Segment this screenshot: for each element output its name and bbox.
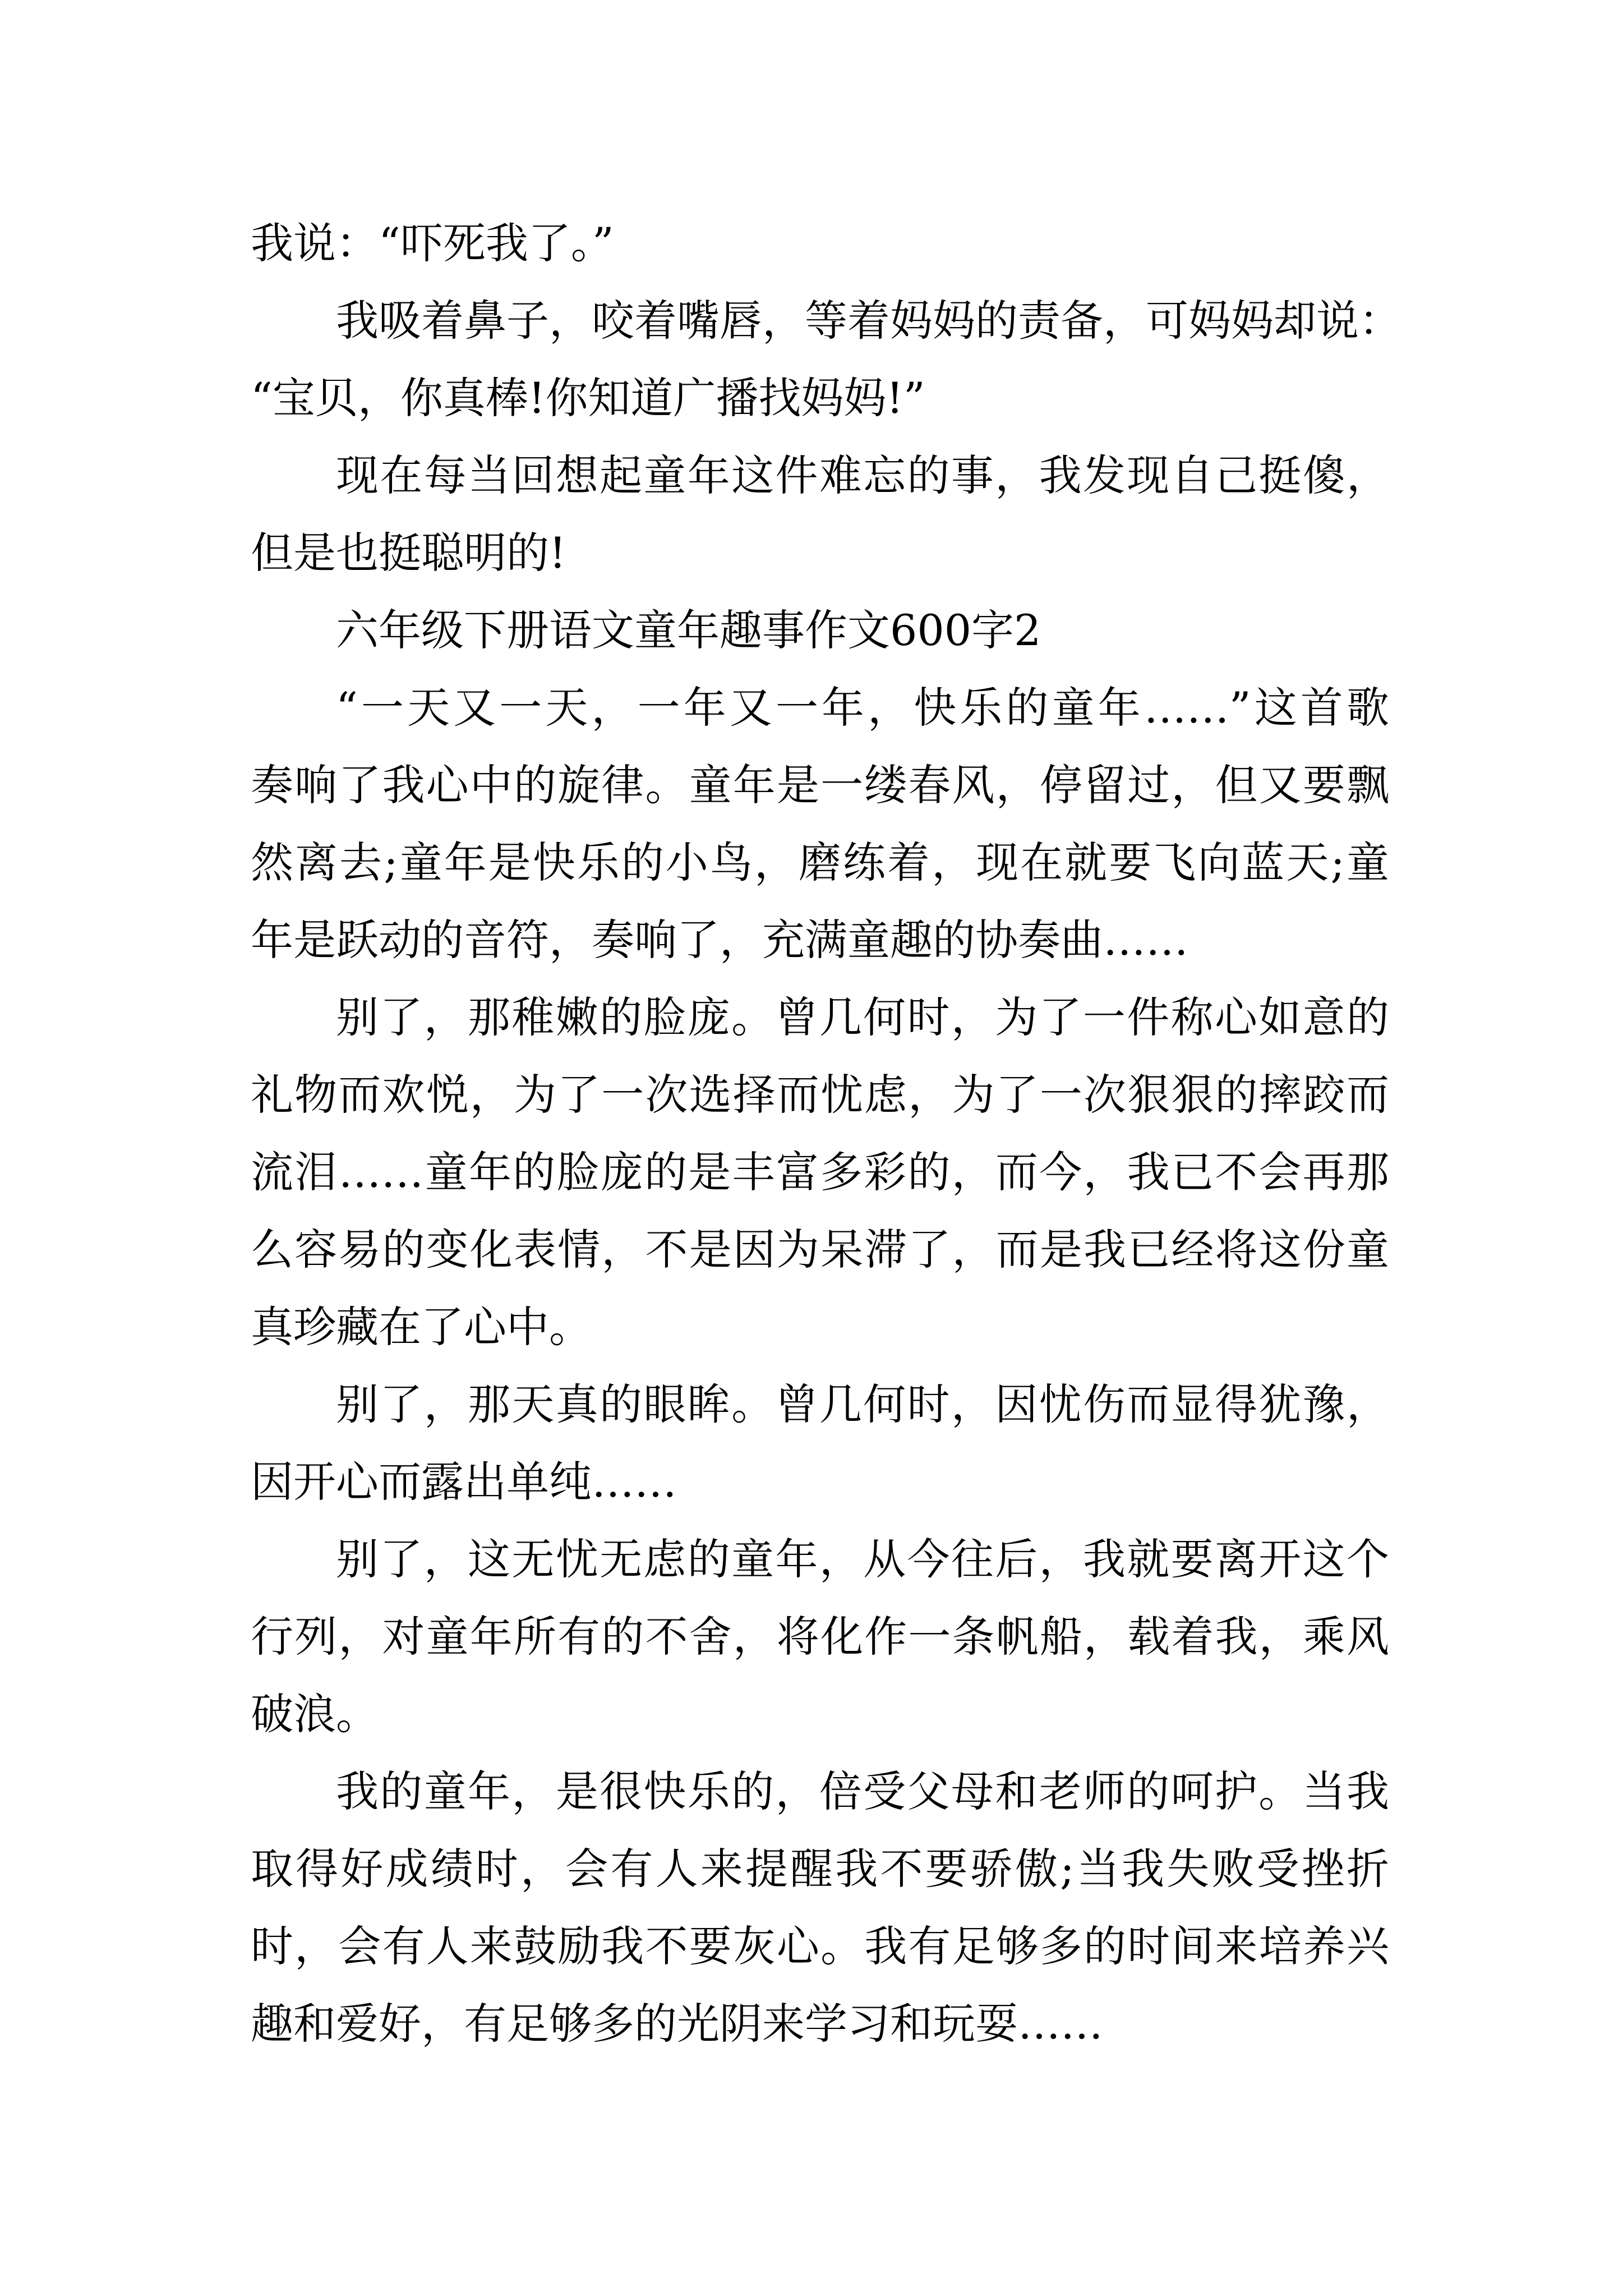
text-line: 但是也挺聪明的! <box>251 528 566 578</box>
paragraph <box>251 669 1389 979</box>
text-line: 我吸着鼻子，咬着嘴唇，等着妈妈的责备，可妈妈却说： <box>336 296 1401 346</box>
text-line: 流泪……童年的脸庞的是丰富多彩的，而今，我已不会再那 <box>251 1147 1389 1197</box>
text-line: 年是跃动的音符，奏响了，充满童趣的协奏曲…… <box>251 915 1188 965</box>
text-line: 现在每当回想起童年这件难忘的事，我发现自己挺傻， <box>336 450 1389 500</box>
paragraph <box>251 437 1389 592</box>
text-line: 礼物而欢悦，为了一次选择而忧虑，为了一次狠狠的摔跤而 <box>251 1070 1389 1120</box>
text-line: “宝贝，你真棒!你知道广播找妈妈!” <box>251 373 925 423</box>
paragraph <box>251 979 1389 1366</box>
text-line: 时，会有人来鼓励我不要灰心。我有足够多的时间来培养兴 <box>251 1921 1389 1971</box>
text-line: 别了，那稚嫩的脸庞。曾几何时，为了一件称心如意的 <box>336 992 1389 1042</box>
continued-paragraph <box>251 205 1389 282</box>
document-body <box>251 205 1401 2063</box>
text-line: 因开心而露出单纯…… <box>251 1457 677 1507</box>
text-line: 别了，这无忧无虑的童年，从今往后，我就要离开这个 <box>336 1534 1389 1584</box>
text-line: 趣和爱好，有足够多的光阴来学习和玩耍…… <box>251 1999 1103 2049</box>
text-line: “一天又一天，一年又一年，快乐的童年……”这首歌 <box>336 683 1389 733</box>
text-line: 取得好成绩时，会有人来提醒我不要骄傲;当我失败受挫折 <box>251 1844 1389 1894</box>
text-line: 我的童年，是很快乐的，倍受父母和老师的呵护。当我 <box>336 1766 1389 1816</box>
paragraph <box>251 1521 1389 1753</box>
text-line: 别了，那天真的眼眸。曾几何时，因忧伤而显得犹豫， <box>336 1379 1389 1429</box>
text-line: 真珍藏在了心中。 <box>251 1302 592 1352</box>
text-line: 奏响了我心中的旋律。童年是一缕春风，停留过，但又要飘 <box>251 760 1389 810</box>
paragraph <box>251 1366 1389 1521</box>
section-heading <box>251 592 1389 669</box>
text-line: 么容易的变化表情，不是因为呆滞了，而是我已经将这份童 <box>251 1225 1389 1274</box>
text-line: 然离去;童年是快乐的小鸟，磨练着，现在就要飞向蓝天;童 <box>251 838 1389 887</box>
text-line: 破浪。 <box>251 1689 379 1739</box>
paragraph <box>251 1753 1389 2063</box>
text-line: 我说：“吓死我了。” <box>251 218 614 268</box>
heading-text: 六年级下册语文童年趣事作文600字2 <box>336 605 1041 655</box>
paragraph <box>251 282 1401 437</box>
text-line: 行列，对童年所有的不舍，将化作一条帆船，载着我，乘风 <box>251 1612 1389 1662</box>
